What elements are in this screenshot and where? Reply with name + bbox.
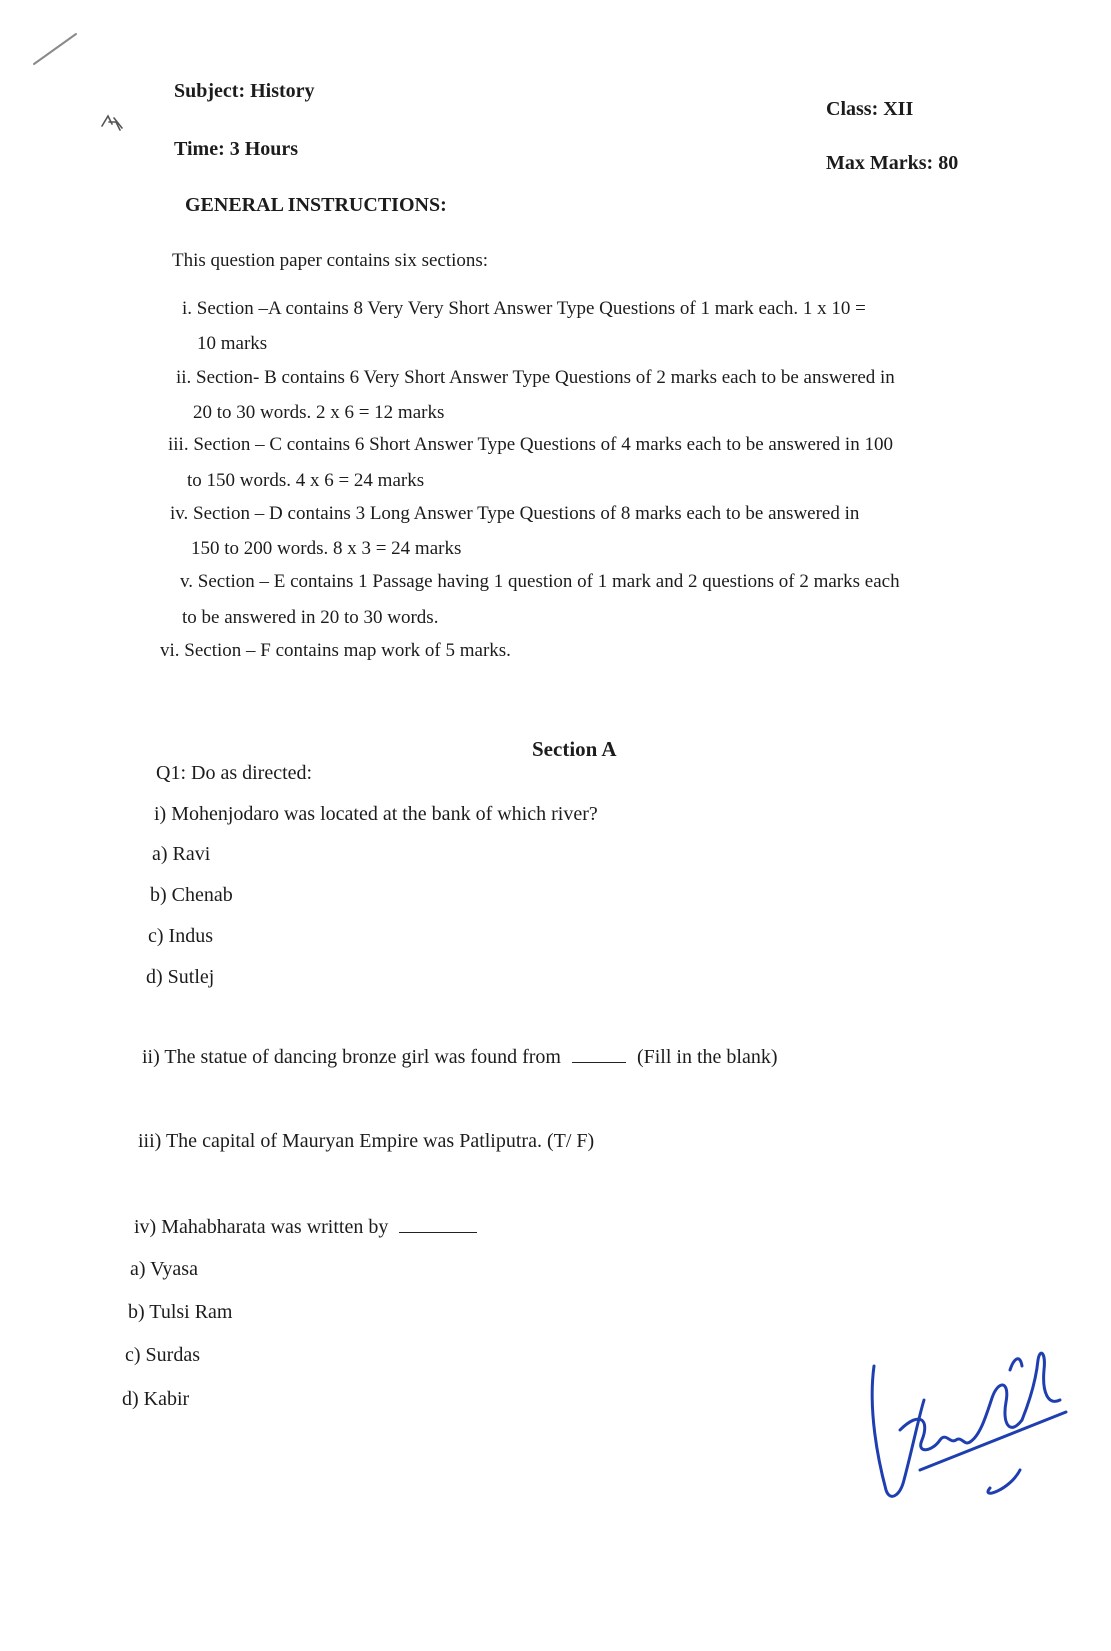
option: b) Tulsi Ram xyxy=(128,1301,233,1323)
subject-label: Subject: History xyxy=(174,80,315,102)
instruction-line: to be answered in 20 to 30 words. xyxy=(182,607,439,628)
question-iii: iii) The capital of Mauryan Empire was Patliputra. (T/ F) xyxy=(138,1130,595,1152)
instruction-line: to 150 words. 4 x 6 = 24 marks xyxy=(187,470,425,491)
option: c) Surdas xyxy=(125,1344,200,1366)
option: c) Indus xyxy=(148,925,213,947)
question-i: i) Mohenjodaro was located at the bank of which river? xyxy=(154,803,598,825)
question-iv xyxy=(134,1216,477,1239)
class-label: Class: XII xyxy=(826,98,914,120)
general-instructions-heading: GENERAL INSTRUCTIONS: xyxy=(185,194,447,216)
fill-blank xyxy=(572,1046,626,1063)
instruction-line: v. Section – E contains 1 Passage having 1 question of 1 mark and 2 questions of 2 marks each xyxy=(180,571,900,592)
option: b) Chenab xyxy=(150,884,233,906)
question-ii-text: ii) The statue of dancing bronze girl was found from xyxy=(142,1046,561,1068)
question-ii-suffix: (Fill in the blank) xyxy=(636,1046,778,1068)
instruction-line: iii. Section – C contains 6 Short Answer Type Questions of 4 marks each to be answered in 100 xyxy=(168,434,893,455)
signature-icon xyxy=(860,1340,1070,1510)
instruction-line: 150 to 200 words. 8 x 3 = 24 marks xyxy=(191,538,462,559)
option: d) Sutlej xyxy=(146,966,215,988)
instruction-line: ii. Section- B contains 6 Very Short Answer Type Questions of 2 marks each to be answered in xyxy=(176,367,895,388)
option: d) Kabir xyxy=(122,1388,190,1410)
pencil-stroke-icon xyxy=(30,28,80,68)
instruction-line: vi. Section – F contains map work of 5 marks. xyxy=(160,640,511,661)
option: a) Vyasa xyxy=(130,1258,198,1280)
instructions-intro: This question paper contains six sections: xyxy=(172,250,489,271)
question-ii xyxy=(142,1046,778,1069)
instruction-line: 20 to 30 words. 2 x 6 = 12 marks xyxy=(193,402,445,423)
instruction-line: iv. Section – D contains 3 Long Answer Type Questions of 8 marks each to be answered in xyxy=(170,503,860,524)
fill-blank xyxy=(399,1216,477,1233)
max-marks-label: Max Marks: 80 xyxy=(826,152,959,174)
option: a) Ravi xyxy=(152,843,211,865)
section-a-title: Section A xyxy=(532,737,617,761)
handwritten-mark-icon xyxy=(100,112,128,134)
q1-label: Q1: Do as directed: xyxy=(156,762,313,784)
instruction-line: 10 marks xyxy=(197,333,268,354)
time-label: Time: 3 Hours xyxy=(174,138,299,160)
instruction-line: i. Section –A contains 8 Very Very Short Answer Type Questions of 1 mark each. 1 x 10 = xyxy=(182,298,866,319)
question-iv-text: iv) Mahabharata was written by xyxy=(134,1216,389,1238)
